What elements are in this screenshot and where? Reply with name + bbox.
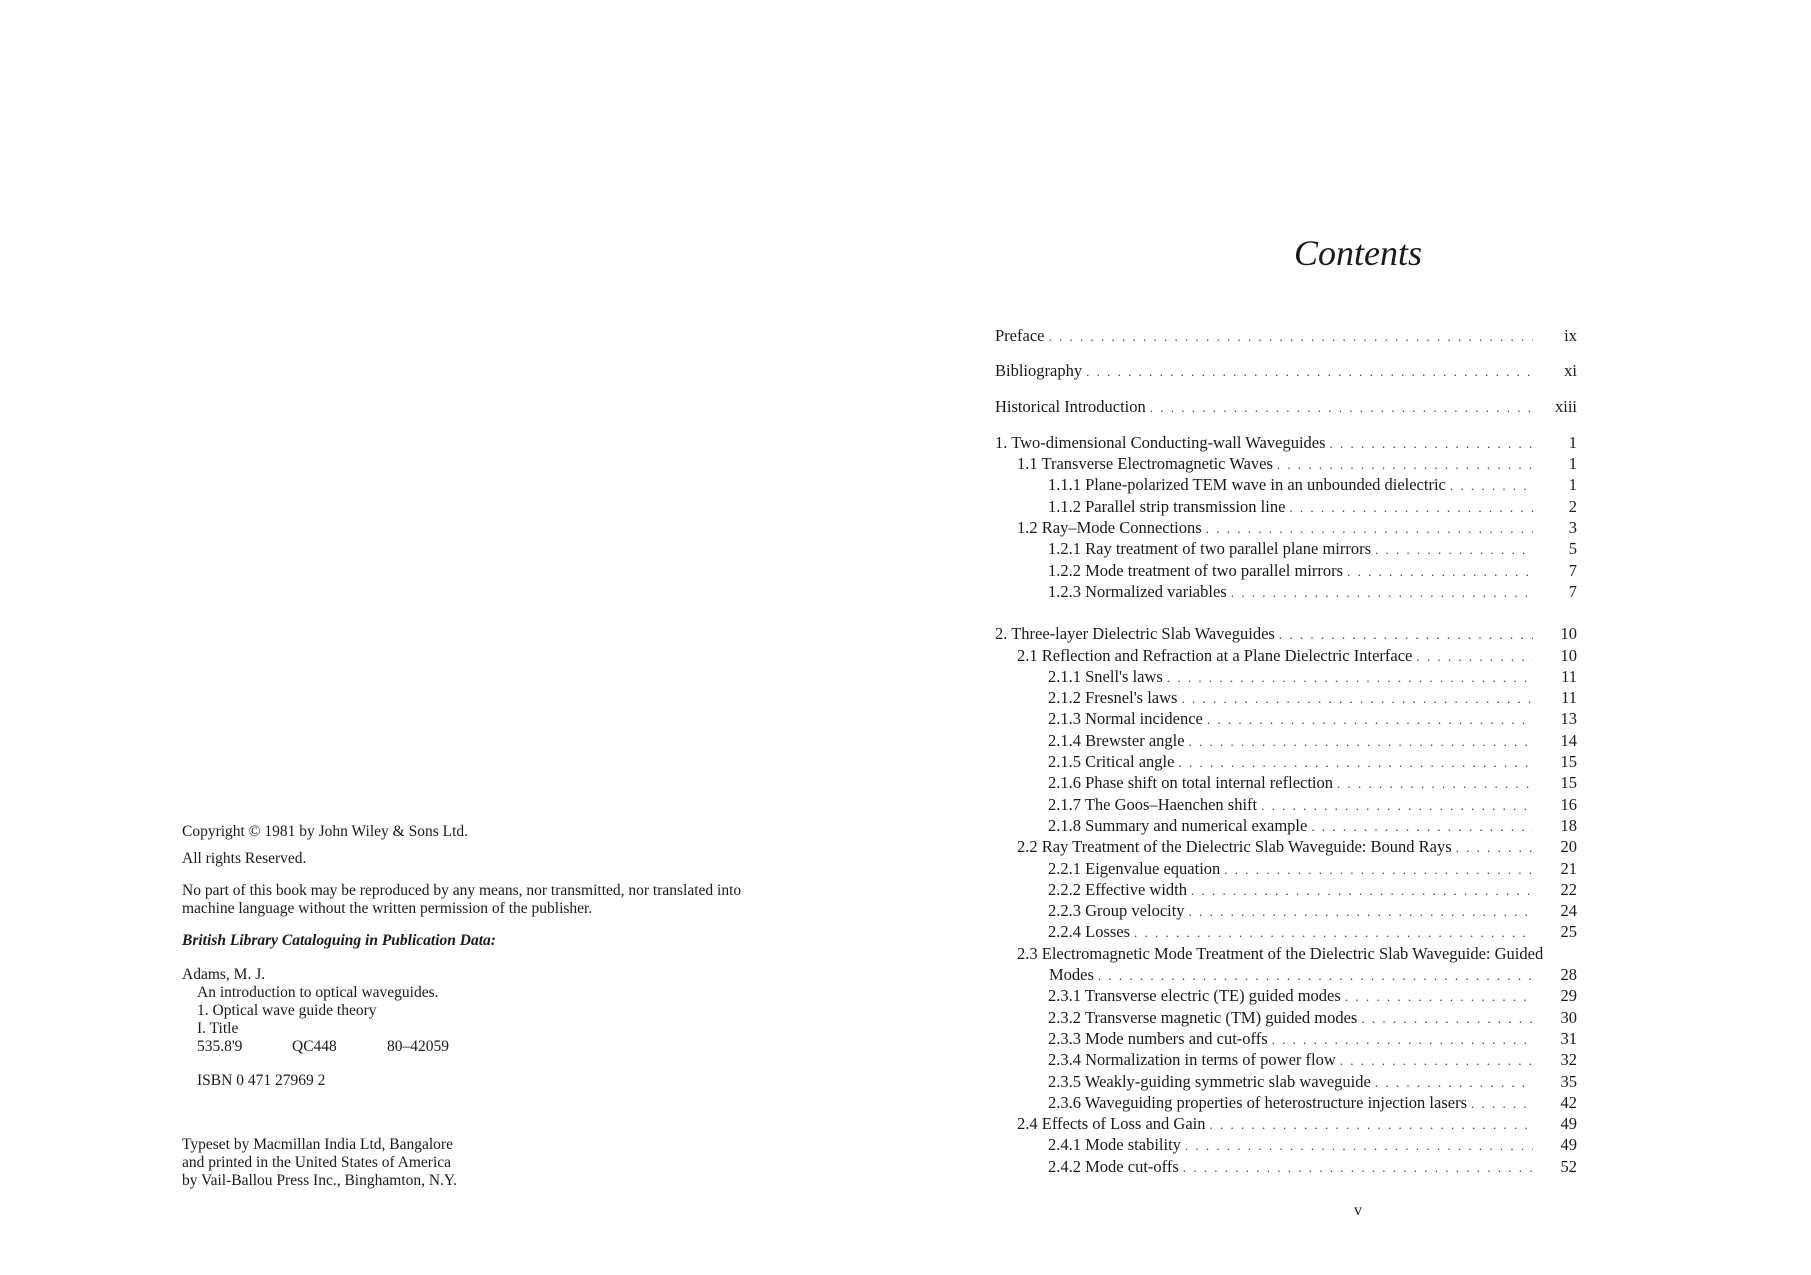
toc-entry — [995, 708, 1577, 729]
toc-title: 2.3.5 Weakly-guiding symmetric slab waveguide — [1048, 1071, 1371, 1091]
toc-title: 2.1.7 The Goos–Haenchen shift — [1048, 794, 1258, 814]
contents-heading: Contents — [1293, 233, 1422, 273]
permission-notice — [182, 882, 842, 918]
toc-page: 16 — [1560, 794, 1577, 814]
toc-title: 2.1.6 Phase shift on total internal reflection — [1048, 773, 1334, 793]
cip-heading: British Library Cataloguing in Publication Data: — [182, 932, 496, 949]
toc-title: 2.1.3 Normal incidence — [1048, 709, 1203, 729]
toc-entry — [995, 474, 1577, 495]
toc-entry — [995, 900, 1577, 921]
leader-dots — [1289, 497, 1533, 518]
toc-entry — [995, 1156, 1577, 1177]
toc-entry — [995, 879, 1577, 900]
toc-page: xiii — [1554, 396, 1577, 416]
toc-entry — [995, 666, 1577, 687]
toc-entry — [995, 985, 1577, 1006]
toc-title: 2. Three-layer Dielectric Slab Waveguides — [995, 624, 1275, 644]
toc-title: 2.1.2 Fresnel's laws — [1048, 688, 1178, 708]
toc-entry — [995, 517, 1577, 538]
toc-page: 7 — [1568, 581, 1577, 601]
leader-dots — [1330, 433, 1533, 454]
toc-entry — [995, 623, 1577, 644]
toc-page: 10 — [1560, 645, 1577, 665]
toc-entry — [995, 360, 1577, 381]
left-page — [0, 0, 905, 1275]
toc-page: 31 — [1560, 1028, 1577, 1048]
toc-title: 2.1.5 Critical angle — [1048, 752, 1175, 772]
toc-page: 21 — [1560, 858, 1577, 878]
toc-title: 1.2 Ray–Mode Connections — [1017, 518, 1202, 538]
typeset-line-2: and printed in the United States of America — [182, 1154, 452, 1171]
leader-dots — [1048, 326, 1533, 347]
toc-title: 2.2.4 Losses — [1048, 922, 1131, 942]
toc-title: Historical Introduction — [995, 396, 1146, 416]
toc-entry — [995, 432, 1577, 453]
cip-author: Adams, M. J. — [182, 966, 266, 983]
table-of-contents — [995, 325, 1577, 1177]
rights-line: All rights Reserved. — [182, 850, 307, 867]
toc-title: 1.1 Transverse Electromagnetic Waves — [1017, 454, 1273, 474]
toc-page: 3 — [1568, 518, 1577, 538]
leader-dots — [1272, 1029, 1533, 1050]
toc-entry-continued — [995, 964, 1577, 985]
leader-dots — [1191, 880, 1533, 901]
leader-dots — [1231, 582, 1533, 603]
toc-title: 2.2.2 Effective width — [1048, 879, 1187, 899]
toc-page: 22 — [1560, 879, 1577, 899]
toc-entry — [995, 943, 1577, 964]
toc-entry — [995, 815, 1577, 836]
leader-dots — [1183, 1157, 1533, 1178]
leader-dots — [1450, 475, 1533, 496]
leader-dots — [1279, 624, 1533, 645]
toc-page: xi — [1564, 361, 1577, 381]
toc-entry — [995, 325, 1577, 346]
leader-dots — [1086, 361, 1533, 382]
leader-dots — [1340, 1050, 1533, 1071]
toc-title: 2.3.6 Waveguiding properties of heterostructure injection lasers — [1048, 1092, 1467, 1112]
toc-title: 2.4 Effects of Loss and Gain — [1017, 1114, 1206, 1134]
toc-title: 2.2.3 Group velocity — [1048, 901, 1185, 921]
toc-entry — [995, 453, 1577, 474]
cip-classification — [182, 1038, 842, 1056]
leader-dots — [1207, 709, 1533, 730]
leader-dots — [1416, 646, 1533, 667]
toc-title: 2.1.4 Brewster angle — [1048, 730, 1185, 750]
toc-page: 28 — [1560, 965, 1577, 985]
toc-page: 5 — [1568, 539, 1577, 559]
cip-dewey: 535.8'9 — [197, 1038, 243, 1055]
leader-dots — [1150, 397, 1533, 418]
toc-entry — [995, 560, 1577, 581]
toc-entry — [995, 496, 1577, 517]
toc-page: 10 — [1560, 624, 1577, 644]
leader-dots — [1337, 773, 1533, 794]
leader-dots — [1361, 1008, 1533, 1029]
toc-title: 2.3.4 Normalization in terms of power flow — [1048, 1050, 1336, 1070]
toc-page: 13 — [1560, 709, 1577, 729]
toc-page: 7 — [1568, 560, 1577, 580]
typeset-line-3: by Vail-Ballou Press Inc., Binghamton, N.Y. — [182, 1172, 457, 1189]
toc-page: 11 — [1561, 666, 1577, 686]
toc-entry — [995, 836, 1577, 857]
isbn: ISBN 0 471 27969 2 — [197, 1072, 326, 1089]
leader-dots — [1098, 965, 1533, 986]
leader-dots — [1178, 752, 1533, 773]
leader-dots — [1185, 1135, 1533, 1156]
cip-data — [182, 966, 842, 1090]
leader-dots — [1210, 1114, 1534, 1135]
toc-title: 2.4.1 Mode stability — [1048, 1135, 1181, 1155]
leader-dots — [1224, 859, 1533, 880]
toc-title: 1.1.1 Plane-polarized TEM wave in an unbounded dielectric — [1048, 475, 1446, 495]
toc-title: Preface — [995, 326, 1045, 345]
toc-page: 11 — [1561, 688, 1577, 708]
toc-title: 2.2.1 Eigenvalue equation — [1048, 858, 1221, 878]
toc-title: 1.2.3 Normalized variables — [1048, 581, 1227, 601]
toc-page: 15 — [1560, 752, 1577, 772]
toc-page: 14 — [1560, 730, 1577, 750]
toc-entry — [995, 751, 1577, 772]
toc-entry — [995, 858, 1577, 879]
toc-page: ix — [1564, 326, 1577, 345]
toc-page: 2 — [1568, 496, 1577, 516]
toc-entry — [995, 772, 1577, 793]
leader-dots — [1167, 667, 1533, 688]
toc-entry — [995, 1134, 1577, 1155]
toc-title: 2.4.2 Mode cut-offs — [1048, 1156, 1179, 1176]
toc-title: 1.1.2 Parallel strip transmission line — [1048, 496, 1286, 516]
leader-dots — [1189, 901, 1533, 922]
leader-dots — [1181, 688, 1533, 709]
leader-dots — [1261, 795, 1533, 816]
toc-title: Bibliography — [995, 361, 1083, 381]
toc-entry — [995, 645, 1577, 666]
leader-dots — [1345, 986, 1533, 1007]
leader-dots — [1375, 539, 1533, 560]
copyright-block — [182, 823, 842, 1199]
toc-title: 2.1.8 Summary and numerical example — [1048, 815, 1308, 835]
cip-lc: QC448 — [292, 1038, 337, 1055]
toc-entry — [995, 1028, 1577, 1049]
toc-page: 1 — [1568, 432, 1577, 452]
permission-line-1: No part of this book may be reproduced by any means, nor transmitted, nor translated into — [182, 882, 742, 899]
leader-dots — [1189, 731, 1533, 752]
cip-lccn: 80–42059 — [387, 1038, 449, 1055]
toc-entry — [995, 538, 1577, 559]
toc-page: 49 — [1560, 1114, 1577, 1134]
toc-title: 1.2.2 Mode treatment of two parallel mirrors — [1048, 560, 1344, 580]
copyright-line: Copyright © 1981 by John Wiley & Sons Ltd. — [182, 823, 469, 840]
typeset-notice — [182, 1136, 842, 1190]
toc-title: 2.3.3 Mode numbers and cut-offs — [1048, 1028, 1268, 1048]
toc-entry — [995, 1092, 1577, 1113]
toc-entry — [995, 1049, 1577, 1070]
toc-page: 20 — [1560, 837, 1577, 857]
toc-page: 25 — [1560, 922, 1577, 942]
toc-entry — [995, 794, 1577, 815]
toc-page: 49 — [1560, 1135, 1577, 1155]
toc-entry — [995, 921, 1577, 942]
toc-title: 1. Two-dimensional Conducting-wall Waveguides — [995, 432, 1326, 452]
toc-entry — [995, 687, 1577, 708]
toc-page: 1 — [1568, 454, 1577, 474]
cip-subject: 1. Optical wave guide theory — [197, 1002, 377, 1019]
toc-title: 2.2 Ray Treatment of the Dielectric Slab Waveguide: Bound Rays — [1017, 837, 1452, 857]
leader-dots — [1456, 837, 1533, 858]
toc-page: 30 — [1560, 1007, 1577, 1027]
leader-dots — [1347, 561, 1533, 582]
cip-title-line: An introduction to optical waveguides. — [197, 984, 439, 1001]
toc-page: 1 — [1568, 475, 1577, 495]
toc-page: 24 — [1560, 901, 1577, 921]
toc-title: 2.3.2 Transverse magnetic (TM) guided modes — [1048, 1007, 1358, 1027]
toc-page: 32 — [1560, 1050, 1577, 1070]
toc-entry — [995, 581, 1577, 602]
permission-line-2: machine language without the written permission of the publisher. — [182, 900, 593, 917]
toc-title: 2.3 Electromagnetic Mode Treatment of the Dielectric Slab Waveguide: Guided — [1017, 943, 1544, 963]
toc-page: 35 — [1560, 1071, 1577, 1091]
toc-title: 2.3.1 Transverse electric (TE) guided modes — [1048, 986, 1341, 1006]
toc-page: 29 — [1560, 986, 1577, 1006]
leader-dots — [1206, 518, 1533, 539]
toc-entry — [995, 1113, 1577, 1134]
leader-dots — [1311, 816, 1533, 837]
cip-title-entry: I. Title — [197, 1020, 239, 1037]
page-number: v — [1354, 1202, 1362, 1219]
typeset-line-1: Typeset by Macmillan India Ltd, Bangalore — [182, 1136, 453, 1153]
toc-entry — [995, 730, 1577, 751]
toc-title: 2.1 Reflection and Refraction at a Plane Dielectric Interface — [1017, 645, 1413, 665]
toc-page: 15 — [1560, 773, 1577, 793]
toc-title: 2.1.1 Snell's laws — [1048, 666, 1163, 686]
right-page — [905, 0, 1811, 1275]
toc-title: Modes — [1049, 965, 1094, 985]
leader-dots — [1277, 454, 1533, 475]
leader-dots — [1471, 1093, 1533, 1114]
leader-dots — [1375, 1072, 1533, 1093]
toc-entry — [995, 1071, 1577, 1092]
toc-page: 52 — [1560, 1156, 1577, 1176]
toc-page: 42 — [1560, 1092, 1577, 1112]
toc-page: 18 — [1560, 815, 1577, 835]
toc-title: 1.2.1 Ray treatment of two parallel plane mirrors — [1048, 539, 1372, 559]
toc-entry — [995, 1007, 1577, 1028]
toc-entry — [995, 396, 1577, 417]
leader-dots — [1134, 922, 1533, 943]
